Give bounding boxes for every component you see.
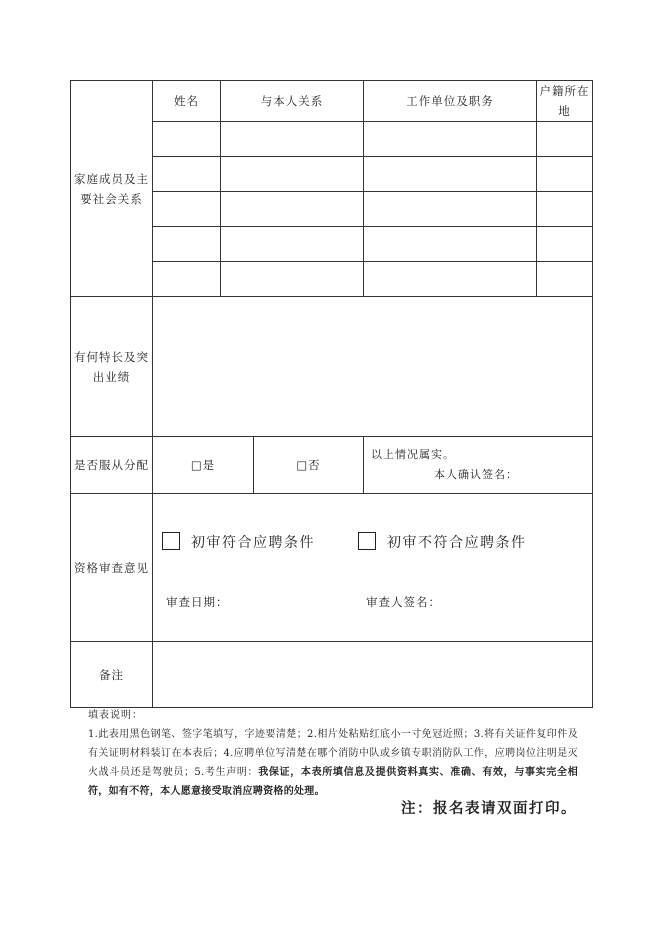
assignment-label: 是否服从分配 bbox=[71, 437, 153, 494]
specialty-field[interactable] bbox=[153, 297, 593, 437]
family-row-3-relation[interactable] bbox=[221, 192, 364, 227]
family-row-1-employer[interactable] bbox=[364, 122, 537, 157]
family-row-5-relation[interactable] bbox=[221, 262, 364, 297]
family-row-1-name[interactable] bbox=[153, 122, 221, 157]
family-row-3-employer[interactable] bbox=[364, 192, 537, 227]
family-header-residence: 户籍所在地 bbox=[537, 81, 593, 122]
review-label: 资格审查意见 bbox=[71, 494, 153, 642]
fail-checkbox[interactable] bbox=[358, 532, 376, 550]
review-cell bbox=[153, 494, 593, 642]
family-row-4-name[interactable] bbox=[153, 227, 221, 262]
family-row-2-relation[interactable] bbox=[221, 157, 364, 192]
family-row-4-relation[interactable] bbox=[221, 227, 364, 262]
pass-checkbox[interactable] bbox=[162, 532, 180, 550]
assignment-yes-option[interactable]: □是 bbox=[153, 437, 254, 494]
family-row-5-residence[interactable] bbox=[537, 262, 593, 297]
family-row-5-employer[interactable] bbox=[364, 262, 537, 297]
family-row-1-relation[interactable] bbox=[221, 122, 364, 157]
family-row-2-employer[interactable] bbox=[364, 157, 537, 192]
family-row-3-name[interactable] bbox=[153, 192, 221, 227]
family-header-employer: 工作单位及职务 bbox=[364, 81, 537, 122]
family-row-5-name[interactable] bbox=[153, 262, 221, 297]
print-note: 注：报名表请双面打印。 bbox=[401, 800, 577, 817]
instructions-title: 填表说明： bbox=[88, 710, 143, 721]
confirm-signature-label: 本人确认签名： bbox=[434, 468, 518, 481]
instructions-body bbox=[88, 725, 578, 801]
instructions bbox=[88, 706, 578, 801]
family-header-name: 姓名 bbox=[153, 81, 221, 122]
specialty-label: 有何特长及突出业绩 bbox=[71, 297, 153, 437]
fail-option-label: 初审不符合应聘条件 bbox=[387, 535, 527, 551]
family-row-2-residence[interactable] bbox=[537, 157, 593, 192]
assignment-no-option[interactable]: □否 bbox=[254, 437, 364, 494]
instructions-declaration: 我保证，本表所填信息及提供资料真实、准确、有效，与事实完全相符，如有不符，本人愿意接受取消应聘资格的处理。 bbox=[88, 767, 579, 797]
family-row-2-name[interactable] bbox=[153, 157, 221, 192]
pass-option-label: 初审符合应聘条件 bbox=[191, 535, 315, 551]
family-row-1-residence[interactable] bbox=[537, 122, 593, 157]
remarks-field[interactable] bbox=[153, 642, 593, 708]
family-row-4-employer[interactable] bbox=[364, 227, 537, 262]
remarks-label: 备注 bbox=[71, 642, 153, 708]
family-row-3-residence[interactable] bbox=[537, 192, 593, 227]
registration-form-table bbox=[70, 80, 593, 708]
instructions-text: 1.此表用黑色钢笔、签字笔填写，字迹要清楚；2.相片处粘贴红底小一寸免冠近照；3.将有关证件复印件及有关证明材料装订在本表后；4.应聘单位写清楚在哪个消防中队或乡镇专职消防队工作，应聘岗位注明是灭火战斗员还是驾驶员；5.考生声明： bbox=[88, 729, 578, 778]
assignment-confirm-cell[interactable] bbox=[364, 437, 593, 494]
family-row-4-residence[interactable] bbox=[537, 227, 593, 262]
reviewer-signature-label: 审查人签名： bbox=[366, 595, 441, 609]
family-header-relation: 与本人关系 bbox=[221, 81, 364, 122]
review-date-label: 审查日期： bbox=[166, 595, 229, 609]
family-section-label: 家庭成员及主要社会关系 bbox=[71, 81, 153, 297]
confirm-statement: 以上情况属实。 bbox=[371, 448, 455, 461]
